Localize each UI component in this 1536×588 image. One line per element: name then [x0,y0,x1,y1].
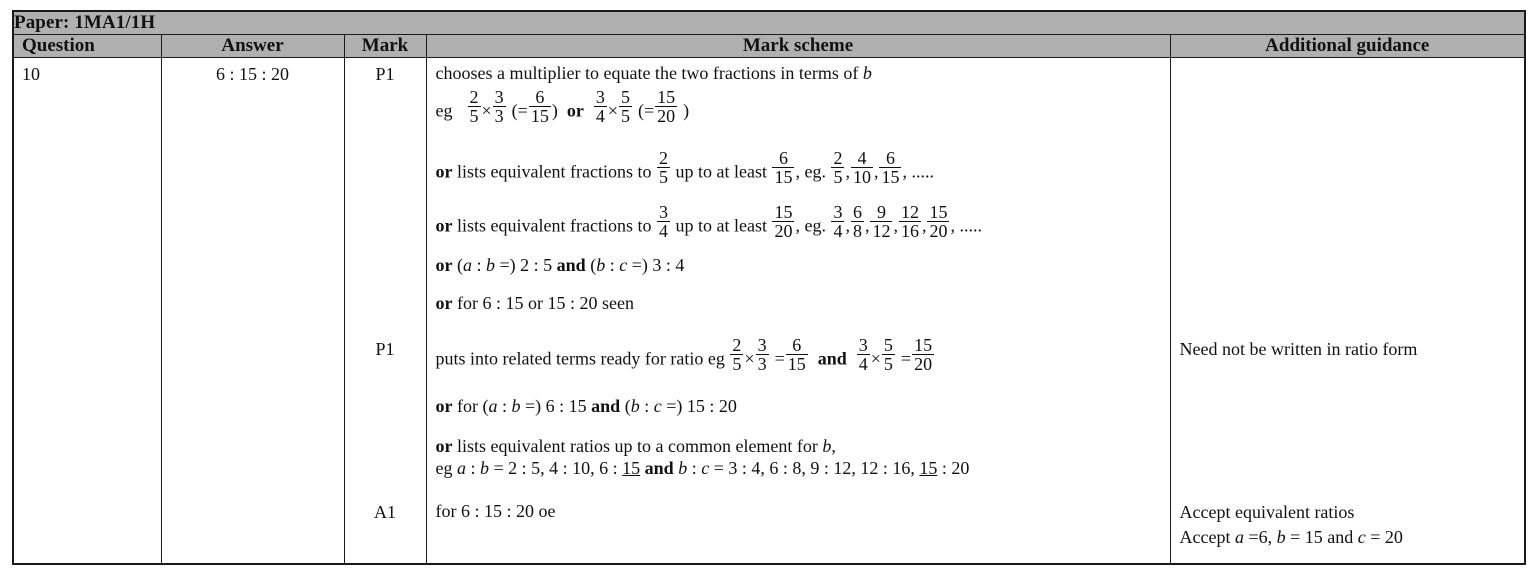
column-header-mark: Mark [344,35,426,58]
paren-open-ab: ( [457,255,463,275]
scheme-text-for-4: =) 15 : 20 [661,396,737,416]
question-number: 10 [22,64,40,84]
column-header-answer: Answer [161,35,344,58]
ratio-eq-ab: =) 2 : 5 [495,255,557,275]
mark-label-p1-first: P1 [375,64,395,84]
open-equals-1: (= [511,100,528,121]
times-symbol-2: × [607,100,618,121]
open-equals-2: (= [637,100,655,121]
scheme-text-for-1: for ( [452,396,489,416]
scheme-and-4: and [640,458,679,478]
fraction-p2-15-over-20: $\frac{15}{20}$ [914,334,933,375]
scheme-var-b: b [862,63,872,83]
fraction-p2-5-over-5: $\frac{5}{5}$ [883,334,893,375]
fraction-15-over-20: $\frac{15}{20}$ [657,86,676,127]
colon-3: : [497,396,512,416]
scheme-line-lists-equivalent-ratios [436,437,836,456]
scheme-text-eg-1: , eg. [795,161,831,182]
colon-1: : [472,255,487,275]
fraction-p2-3-over-3: $\frac{3}{3}$ [757,334,767,375]
var-b-7: b [678,458,688,478]
scheme-and-1: and [556,255,586,275]
column-header-mark-scheme: Mark scheme [426,35,1170,58]
scheme-line-eg-multipliers [435,86,690,129]
fraction-p2-6-over-15: $\frac{6}{15}$ [787,334,806,375]
var-c-1: c [619,255,628,275]
scheme-underline-15-first: 15 [622,458,641,478]
column-header-question: Question [13,35,161,58]
scheme-or-6: or [435,396,453,416]
close-paren-1: ) [551,100,558,121]
mark-label-p1-second: P1 [375,339,395,359]
times-symbol-4: × [870,348,881,369]
scheme-or-4: or [435,255,453,275]
scheme-line-puts-into-related-terms [435,334,936,377]
scheme-line-chooses-multiplier [436,64,872,83]
guidance-mid-2: = 15 and [1285,527,1358,547]
scheme-line-seen [436,294,634,313]
scheme-or-7: or [435,436,453,456]
scheme-text-eg-2: , eg. [795,215,831,236]
scheme-eg-prefix: eg [435,458,457,478]
fraction-target-2-over-5: $\frac{2}{5}$ [658,147,668,188]
var-b-5: b [822,436,832,456]
fraction-least-15-over-20: $\frac{15}{20}$ [774,201,793,242]
var-b-4: b [630,396,640,416]
scheme-seq-1: = 2 : 5, 4 : 10, 6 : [489,458,623,478]
guidance-accept-equivalent-ratios: Accept equivalent ratios [1179,502,1355,522]
var-c-3: c [701,458,710,478]
times-symbol-3: × [744,348,755,369]
scheme-line-ratio-sequences [436,459,970,478]
mark-label-a1: A1 [374,502,396,522]
mark-scheme-table [12,10,1526,565]
colon-4: : [639,396,654,416]
guidance-accept-prefix: Accept [1179,527,1235,547]
fraction-list-3-over-4: $\frac{3}{4}$ [833,201,843,242]
scheme-line-a1 [436,502,556,521]
scheme-or-2: or [435,161,453,182]
scheme-or-1: or [566,100,584,121]
mark-scheme-content [427,58,1170,563]
scheme-or-3: or [435,215,453,236]
scheme-text-upto-1: up to at least [670,161,772,182]
scheme-and-3: and [591,396,621,416]
fraction-list-6-over-8: $\frac{6}{8}$ [852,201,862,242]
scheme-text-lists-1: lists equivalent fractions to [452,161,656,182]
fraction-list-15-over-20: $\frac{15}{20}$ [929,201,948,242]
guidance-var-a: a [1234,527,1244,547]
scheme-or-5: or [435,293,453,313]
colon-6: : [687,458,702,478]
scheme-list-tail-1: , ..... [902,161,934,182]
comma-1: , [831,436,836,456]
scheme-list-tail-2: , ..... [950,215,982,236]
scheme-and-2: and [817,348,847,369]
column-header-row [13,35,1525,58]
scheme-text-upto-2: up to at least [670,215,772,236]
scheme-line-list-three-quarters: or lists equivalent fractions to $\frac{3}{4}$ up to at least $\frac{15}{20}$ , eg. $\frac{3}{4}$ , $\frac{6}{8}$ , $\frac{9}{12}$ , $\frac{12}{16}$ , $\frac{15}{20}$ , ..... [435,201,982,242]
var-c-2: c [653,396,662,416]
close-paren-2: ) [683,100,690,121]
scheme-seq-3: : 20 [937,458,970,478]
equals-2: = [900,348,912,369]
scheme-text-lists-ratios: lists equivalent ratios up to a common element for [452,436,823,456]
scheme-text-chooses: chooses a multiplier to equate the two fractions in terms of [435,63,863,83]
table-row [13,58,1525,565]
paper-header-row [13,11,1525,35]
scheme-text-seen: for 6 : 15 or 15 : 20 seen [452,293,634,313]
fraction-list-12-over-16: $\frac{12}{16}$ [900,201,919,242]
paper-header-label: Paper: 1MA1/1H [13,11,1525,35]
cell-answer [161,58,344,565]
fraction-p2-2-over-5: $\frac{2}{5}$ [732,334,742,375]
fraction-list-9-over-12: $\frac{9}{12}$ [872,201,891,242]
cell-mark [344,58,426,565]
var-b-6: b [480,458,490,478]
ratio-eq-bc: =) 3 : 4 [627,255,685,275]
scheme-text-a1: for 6 : 15 : 20 oe [435,501,556,521]
var-b-1: b [486,255,496,275]
guidance-accept-values [1180,527,1403,548]
fraction-3-over-4: $\frac{3}{4}$ [595,86,605,127]
var-a-2: a [488,396,498,416]
scheme-eg-label: eg [435,100,453,121]
fraction-5-over-5: $\frac{5}{5}$ [620,86,630,127]
fraction-2-over-5: $\frac{2}{5}$ [469,86,479,127]
guidance-suffix: = 20 [1365,527,1403,547]
cell-mark-scheme [426,58,1170,565]
colon-5: : [466,458,481,478]
fraction-list-4-over-10: $\frac{4}{10}$ [852,147,871,188]
scheme-text-for-2: =) 6 : 15 [520,396,592,416]
scheme-text-for-3: ( [620,396,631,416]
scheme-line-ratio-ab-bc [436,256,685,275]
column-header-additional-guidance: Additional guidance [1170,35,1525,58]
fraction-p2-3-over-4: $\frac{3}{4}$ [858,334,868,375]
scheme-underline-15-second: 15 [919,458,938,478]
scheme-text-puts: puts into related terms ready for ratio eg [435,348,730,369]
guidance-mid-1: =6, [1243,527,1277,547]
guidance-need-not-ratio-form: Need not be written in ratio form [1179,339,1418,359]
answer-value: 6 : 15 : 20 [215,64,289,84]
fraction-least-6-over-15: $\frac{6}{15}$ [774,147,793,188]
var-a-1: a [463,255,472,275]
guidance-var-c: c [1357,527,1366,547]
fraction-3-over-3: $\frac{3}{3}$ [494,86,504,127]
guidance-var-b: b [1276,527,1286,547]
colon-2: : [605,255,620,275]
var-b-2: b [596,255,606,275]
scheme-text-lists-2: lists equivalent fractions to [452,215,656,236]
cell-additional-guidance [1170,58,1525,565]
fraction-list-2-over-5: $\frac{2}{5}$ [833,147,843,188]
paren-open-bc: ( [585,255,597,275]
cell-question [13,58,161,565]
var-b-3: b [511,396,521,416]
scheme-line-list-two-fifths: or lists equivalent fractions to $\frac{2}{5}$ up to at least $\frac{6}{15}$ , eg. $\frac{2}{5}$ , $\frac{4}{10}$ , $\frac{6}{15}$ , ..... [435,147,934,188]
scheme-seq-2: = 3 : 4, 6 : 8, 9 : 12, 12 : 16, [709,458,920,478]
equals-1: = [774,348,785,369]
scheme-line-for-ratios [436,397,737,416]
fraction-list-6-over-15: $\frac{6}{15}$ [881,147,900,188]
times-symbol-1: × [481,100,492,121]
fraction-target-3-over-4: $\frac{3}{4}$ [658,201,668,242]
var-a-3: a [457,458,466,478]
fraction-6-over-15: $\frac{6}{15}$ [530,86,549,127]
